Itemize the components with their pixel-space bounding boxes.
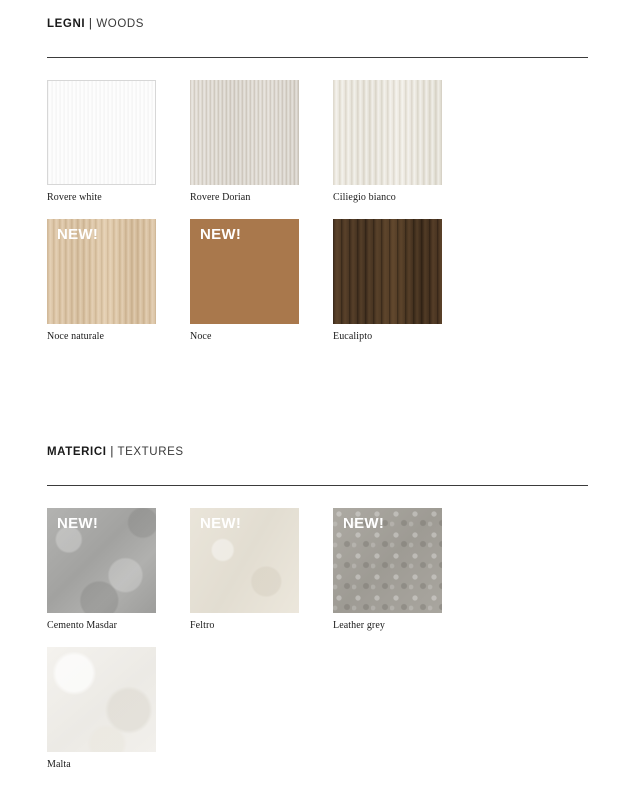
section-title-light: TEXTURES bbox=[117, 446, 184, 458]
swatch-item[interactable] bbox=[190, 219, 333, 342]
swatch-label: Rovere Dorian bbox=[190, 192, 251, 203]
section-divider bbox=[47, 57, 588, 58]
swatch-sample[interactable] bbox=[190, 508, 299, 613]
section-title-light: WOODS bbox=[96, 18, 145, 30]
swatch-label: Rovere white bbox=[47, 192, 102, 203]
new-badge: NEW! bbox=[343, 515, 385, 532]
new-badge: NEW! bbox=[200, 226, 242, 243]
swatch-sample[interactable] bbox=[47, 508, 156, 613]
swatch-item[interactable] bbox=[47, 219, 190, 342]
swatch-item[interactable] bbox=[333, 219, 476, 342]
swatch-sample[interactable] bbox=[47, 80, 156, 185]
swatch-label: Leather grey bbox=[333, 620, 386, 631]
swatch-sample[interactable] bbox=[333, 219, 442, 324]
swatch-sample[interactable] bbox=[47, 647, 156, 752]
swatch-item[interactable] bbox=[333, 508, 476, 631]
swatch-label: Ciliegio bianco bbox=[333, 192, 396, 203]
section-title-bold: LEGNI bbox=[47, 18, 86, 30]
swatch-sample[interactable] bbox=[333, 80, 442, 185]
swatch-sample[interactable] bbox=[190, 219, 299, 324]
swatch-grid-materici bbox=[47, 508, 588, 786]
section-title-materici bbox=[47, 446, 588, 467]
swatch-label: Cemento Masdar bbox=[47, 620, 117, 631]
new-badge: NEW! bbox=[200, 515, 242, 532]
swatch-item[interactable] bbox=[47, 80, 190, 203]
swatch-sample[interactable] bbox=[47, 219, 156, 324]
swatch-label: Noce bbox=[190, 331, 212, 342]
section-materici bbox=[47, 446, 588, 786]
swatch-sample[interactable] bbox=[190, 80, 299, 185]
swatch-item[interactable] bbox=[190, 80, 333, 203]
swatch-item[interactable] bbox=[333, 80, 476, 203]
swatch-item[interactable] bbox=[47, 508, 190, 631]
swatch-label: Feltro bbox=[190, 620, 215, 631]
swatch-item[interactable] bbox=[47, 647, 190, 770]
section-divider bbox=[47, 485, 588, 486]
new-badge: NEW! bbox=[57, 226, 99, 243]
new-badge: NEW! bbox=[57, 515, 99, 532]
swatch-grid-legni bbox=[47, 80, 588, 358]
section-title-separator: | bbox=[106, 446, 118, 458]
section-legni bbox=[47, 18, 588, 358]
swatch-label: Noce naturale bbox=[47, 331, 105, 342]
swatch-sample[interactable] bbox=[333, 508, 442, 613]
section-title-separator: | bbox=[85, 18, 97, 30]
swatch-label: Eucalipto bbox=[333, 331, 373, 342]
swatch-label: Malta bbox=[47, 759, 71, 770]
section-title-bold: MATERICI bbox=[47, 446, 107, 458]
swatch-item[interactable] bbox=[190, 508, 333, 631]
section-title-legni bbox=[47, 18, 588, 39]
